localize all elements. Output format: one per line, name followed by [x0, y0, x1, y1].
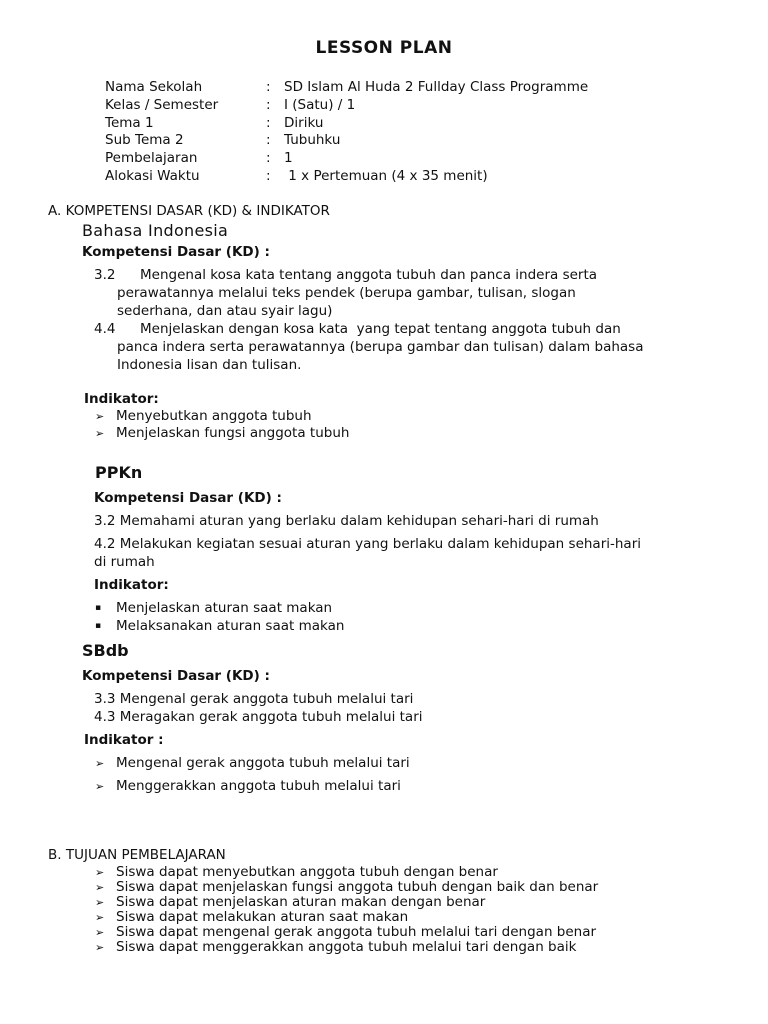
list-item: [95, 939, 576, 957]
info-value: 1 x Pertemuan (4 x 35 menit): [284, 168, 488, 184]
list-item-text: Siswa dapat mengenal gerak anggota tubuh melalui tari dengan benar: [116, 924, 597, 940]
info-colon: :: [266, 79, 271, 95]
info-label: Pembelajaran: [105, 150, 198, 166]
list-item-text: Mengenal gerak anggota tubuh melalui tari: [116, 755, 410, 771]
list-item-text: Siswa dapat menjelaskan aturan makan dengan benar: [116, 894, 486, 910]
arrow-bullet-icon: ➢: [95, 757, 105, 770]
list-item: [95, 600, 332, 618]
square-bullet-icon: ▪: [95, 603, 102, 613]
info-value: 1: [284, 150, 293, 166]
kd-text-line: panca indera serta perawatannya (berupa gambar dan tulisan) dalam bahasa: [117, 339, 644, 355]
list-item: [95, 755, 410, 773]
arrow-bullet-icon: ➢: [95, 780, 105, 793]
info-colon: :: [266, 150, 271, 166]
list-item-text: Melaksanakan aturan saat makan: [116, 618, 345, 634]
arrow-bullet-icon: ➢: [95, 926, 105, 939]
arrow-bullet-icon: ➢: [95, 410, 105, 423]
kd-text-line: sederhana, dan atau syair lagu): [117, 303, 333, 319]
kd-number: 4.4: [94, 321, 116, 337]
section-b-heading: B. TUJUAN PEMBELAJARAN: [48, 847, 226, 863]
indikator-label: Indikator:: [94, 577, 169, 593]
info-value: Diriku: [284, 115, 324, 131]
kd-text-line: di rumah: [94, 554, 155, 570]
info-label: Tema 1: [105, 115, 154, 131]
info-label: Sub Tema 2: [105, 132, 184, 148]
square-bullet-icon: ▪: [95, 621, 102, 631]
kd-label: Kompetensi Dasar (KD) :: [94, 490, 282, 506]
info-colon: :: [266, 97, 271, 113]
section-a-heading: A. KOMPETENSI DASAR (KD) & INDIKATOR: [48, 203, 330, 219]
kd-text-line: Menjelaskan dengan kosa kata yang tepat tentang anggota tubuh dan: [140, 321, 621, 337]
subject-heading-bahasa: Bahasa Indonesia: [82, 221, 229, 240]
kd-text-line: 4.3 Meragakan gerak anggota tubuh melalui tari: [94, 709, 423, 725]
kd-label: Kompetensi Dasar (KD) :: [82, 668, 270, 684]
info-label: Nama Sekolah: [105, 79, 203, 95]
list-item-text: Siswa dapat menggerakkan anggota tubuh melalui tari dengan baik: [116, 939, 577, 955]
list-item: [95, 425, 349, 443]
page-title: LESSON PLAN: [315, 38, 453, 58]
list-item-text: Menjelaskan fungsi anggota tubuh: [116, 425, 350, 441]
info-value: Tubuhku: [284, 132, 341, 148]
info-value: I (Satu) / 1: [284, 97, 356, 113]
kd-number: 3.2: [94, 267, 116, 283]
arrow-bullet-icon: ➢: [95, 911, 105, 924]
info-colon: :: [266, 132, 271, 148]
indikator-label: Indikator:: [84, 391, 159, 407]
kd-text-line: 4.2 Melakukan kegiatan sesuai aturan yang berlaku dalam kehidupan sehari-hari: [94, 536, 642, 552]
subject-heading-ppkn: PPKn: [95, 463, 143, 482]
list-item: [95, 618, 344, 636]
subject-heading-sbdb: SBdb: [82, 641, 129, 660]
list-item-text: Menjelaskan aturan saat makan: [116, 600, 333, 616]
kd-text-line: 3.3 Mengenal gerak anggota tubuh melalui tari: [94, 691, 414, 707]
info-label: Kelas / Semester: [105, 97, 219, 113]
kd-text-line: Indonesia lisan dan tulisan.: [117, 357, 302, 373]
list-item: [95, 778, 401, 796]
indikator-label: Indikator :: [84, 732, 164, 748]
list-item: [95, 408, 312, 426]
info-value: SD Islam Al Huda 2 Fullday Class Programme: [284, 79, 589, 95]
list-item-text: Siswa dapat melakukan aturan saat makan: [116, 909, 409, 925]
arrow-bullet-icon: ➢: [95, 896, 105, 909]
info-colon: :: [266, 168, 271, 184]
arrow-bullet-icon: ➢: [95, 427, 105, 440]
arrow-bullet-icon: ➢: [95, 881, 105, 894]
arrow-bullet-icon: ➢: [95, 941, 105, 954]
kd-text-line: 3.2 Memahami aturan yang berlaku dalam kehidupan sehari-hari di rumah: [94, 513, 599, 529]
list-item-text: Siswa dapat menyebutkan anggota tubuh dengan benar: [116, 864, 498, 880]
list-item-text: Siswa dapat menjelaskan fungsi anggota tubuh dengan baik dan benar: [116, 879, 599, 895]
arrow-bullet-icon: ➢: [95, 866, 105, 879]
list-item-text: Menyebutkan anggota tubuh: [116, 408, 312, 424]
kd-text-line: Mengenal kosa kata tentang anggota tubuh dan panca indera serta: [140, 267, 598, 283]
list-item-text: Menggerakkan anggota tubuh melalui tari: [116, 778, 401, 794]
info-colon: :: [266, 115, 271, 131]
kd-label: Kompetensi Dasar (KD) :: [82, 244, 270, 260]
info-label: Alokasi Waktu: [105, 168, 200, 184]
kd-text-line: perawatannya melalui teks pendek (berupa gambar, tulisan, slogan: [117, 285, 576, 301]
